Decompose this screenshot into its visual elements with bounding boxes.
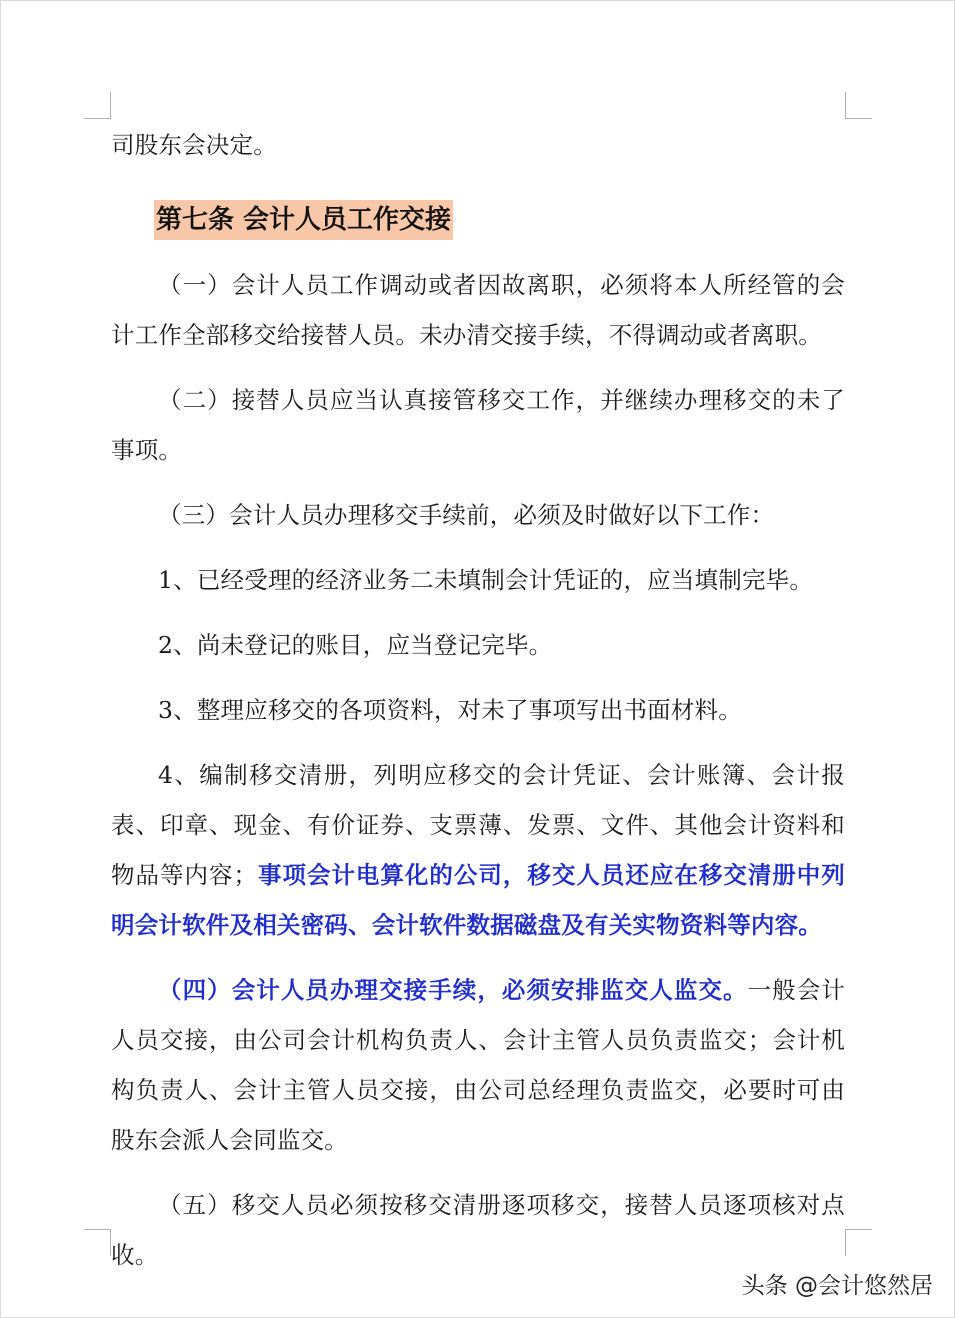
list-item-4-text: 4、编制移交清册，列明应移交的会计凭证、会计账簿、会计报表、印章、现金、有价证券、支票薄、发票、文件、其他会计资料和物品等内容； (111, 761, 845, 889)
document-body (111, 120, 845, 1280)
watermark: 头条 @会计悠然居 (741, 1273, 933, 1299)
section-heading: 第七条 会计人员工作交接 (154, 200, 453, 240)
crop-mark-top-right (845, 92, 872, 119)
list-item-2: 2、尚未登记的账目，应当登记完毕。 (158, 631, 553, 659)
crop-mark-bottom-left (84, 1229, 111, 1256)
paragraph-5: （五）移交人员必须按移交清册逐项移交，接替人员逐项核对点收。 (111, 1191, 845, 1269)
paragraph-2: （二）接替人员应当认真接管移交工作，并继续办理移交的未了事项。 (111, 386, 845, 464)
list-item-4-emphasis: 事项会计电算化的公司，移交人员还应在移交清册中列明会计软件及相关密码、会计软件数据磁盘及有关实物资料等内容。 (111, 861, 845, 939)
section-heading-wrap (154, 195, 845, 245)
paragraph-1: （一）会计人员工作调动或者因故离职，必须将本人所经管的会计工作全部移交给接替人员。未办清交接手续，不得调动或者离职。 (111, 271, 845, 349)
paragraph-4 (111, 965, 845, 1165)
crop-mark-bottom-right (845, 1229, 872, 1256)
list-item-1: 1、已经受理的经济业务二未填制会计凭证的，应当填制完毕。 (158, 566, 814, 594)
paragraph-4-emphasis: （四）会计人员办理交接手续，必须安排监交人监交。 (158, 976, 748, 1004)
list-item-4 (111, 750, 845, 950)
continued-line: 司股东会决定。 (111, 131, 277, 159)
paragraph-3: （三）会计人员办理移交手续前，必须及时做好以下工作： (158, 501, 775, 529)
crop-mark-top-left (84, 92, 111, 119)
paragraph-4-text: 一般会计人员交接，由公司会计机构负责人、会计主管人员负责监交；会计机构负责人、会计主管人员交接，由公司总经理负责监交，必要时可由股东会派人会同监交。 (111, 976, 845, 1154)
list-item-3: 3、整理应移交的各项资料，对未了事项写出书面材料。 (158, 696, 742, 724)
